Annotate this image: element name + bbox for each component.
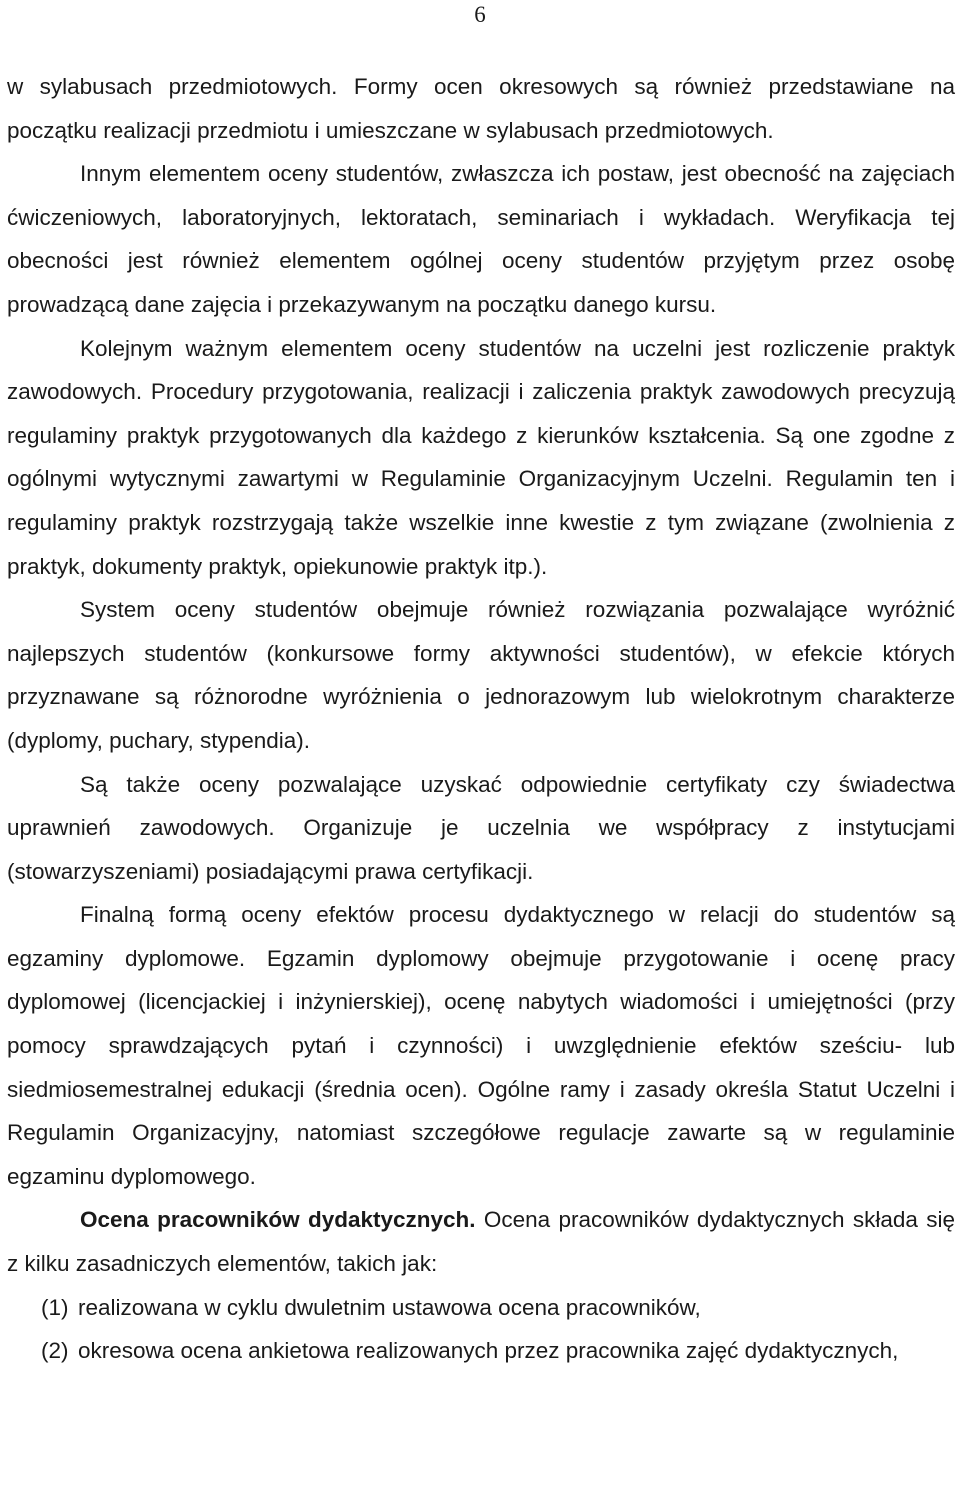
evaluation-elements-list [7, 1286, 955, 1373]
paragraph-awards: System oceny studentów obejmuje również rozwiązania pozwalające wyróżnić najlepszych studentów (konkursowe formy aktywności studentów), w efekcie których przyznawane są różnorodne wyróżnienia o jednorazowym lub wielokrotnym charakterze (dyplomy, puchary, stypendia). [7, 597, 955, 753]
section-heading: Ocena pracowników dydaktycznych. [80, 1207, 476, 1233]
list-marker: (2) [41, 1338, 69, 1364]
list-item-text: realizowana w cyklu dwuletnim ustawowa ocena pracowników, [78, 1294, 701, 1320]
paragraph-diploma-exams: Finalną formą oceny efektów procesu dydaktycznego w relacji do studentów są egzaminy dyplomowe. Egzamin dyplomowy obejmuje przygotowanie i ocenę pracy dyplomowej (licencjackiej i inżynierskiej), ocenę nabytych wiadomości i umiejętności (przy pomocy sprawdzających pytań i czynności) i uwzględnienie efektów sześciu- lub siedmiosemestralnej edukacji (średnia ocen). Ogólne ramy i zasady określa Statut Uczelni i Regulamin Organizacyjny, natomiast szczegółowe regulacje zawarte są w regulaminie egzaminu dyplomowego. [7, 902, 955, 1189]
paragraph-continuation: w sylabusach przedmiotowych. Formy ocen okresowych są również przedstawiane na początku realizacji przedmiotu i umieszczane w sylabusach przedmiotowych. [7, 74, 955, 143]
list-marker: (1) [41, 1294, 69, 1320]
list-item [7, 1286, 955, 1330]
paragraph-certificates: Są także oceny pozwalające uzyskać odpowiednie certyfikaty czy świadectwa uprawnień zawodowych. Organizuje je uczelnia we współpracy z instytucjami (stowarzyszeniami) posiadającymi prawa certyfikacji. [7, 771, 955, 884]
document-body [7, 65, 955, 1373]
list-item-text: okresowa ocena ankietowa realizowanych przez pracownika zajęć dydaktycznych, [78, 1338, 899, 1364]
list-item [7, 1329, 955, 1373]
paragraph-attendance: Innym elementem oceny studentów, zwłaszcza ich postaw, jest obecność na zajęciach ćwiczeniowych, laboratoryjnych, lektoratach, seminariach i wykładach. Weryfikacja tej obecności jest również elementem ogólnej oceny studentów przyjętym przez osobę prowadzącą dane zajęcia i przekazywanym na początku danego kursu. [7, 161, 955, 317]
paragraph-staff-evaluation [7, 1198, 955, 1285]
paragraph-internships: Kolejnym ważnym elementem oceny studentów na uczelni jest rozliczenie praktyk zawodowych. Procedury przygotowania, realizacji i zaliczenia praktyk zawodowych precyzują regulaminy praktyk przygotowanych dla każdego z kierunków kształcenia. Są one zgodne z ogólnymi wytycznymi zawartymi w Regulaminie Organizacyjnym Uczelni. Regulamin ten i regulaminy praktyk rozstrzygają także wszelkie inne kwestie z tym związane (zwolnienia z praktyk, dokumenty praktyk, opiekunowie praktyk itp.). [7, 335, 955, 579]
page-number: 6 [474, 2, 486, 27]
section-intro-text: Ocena pracowników dydaktycznych składa się z kilku zasadniczych elementów, takich jak: [7, 1207, 955, 1277]
